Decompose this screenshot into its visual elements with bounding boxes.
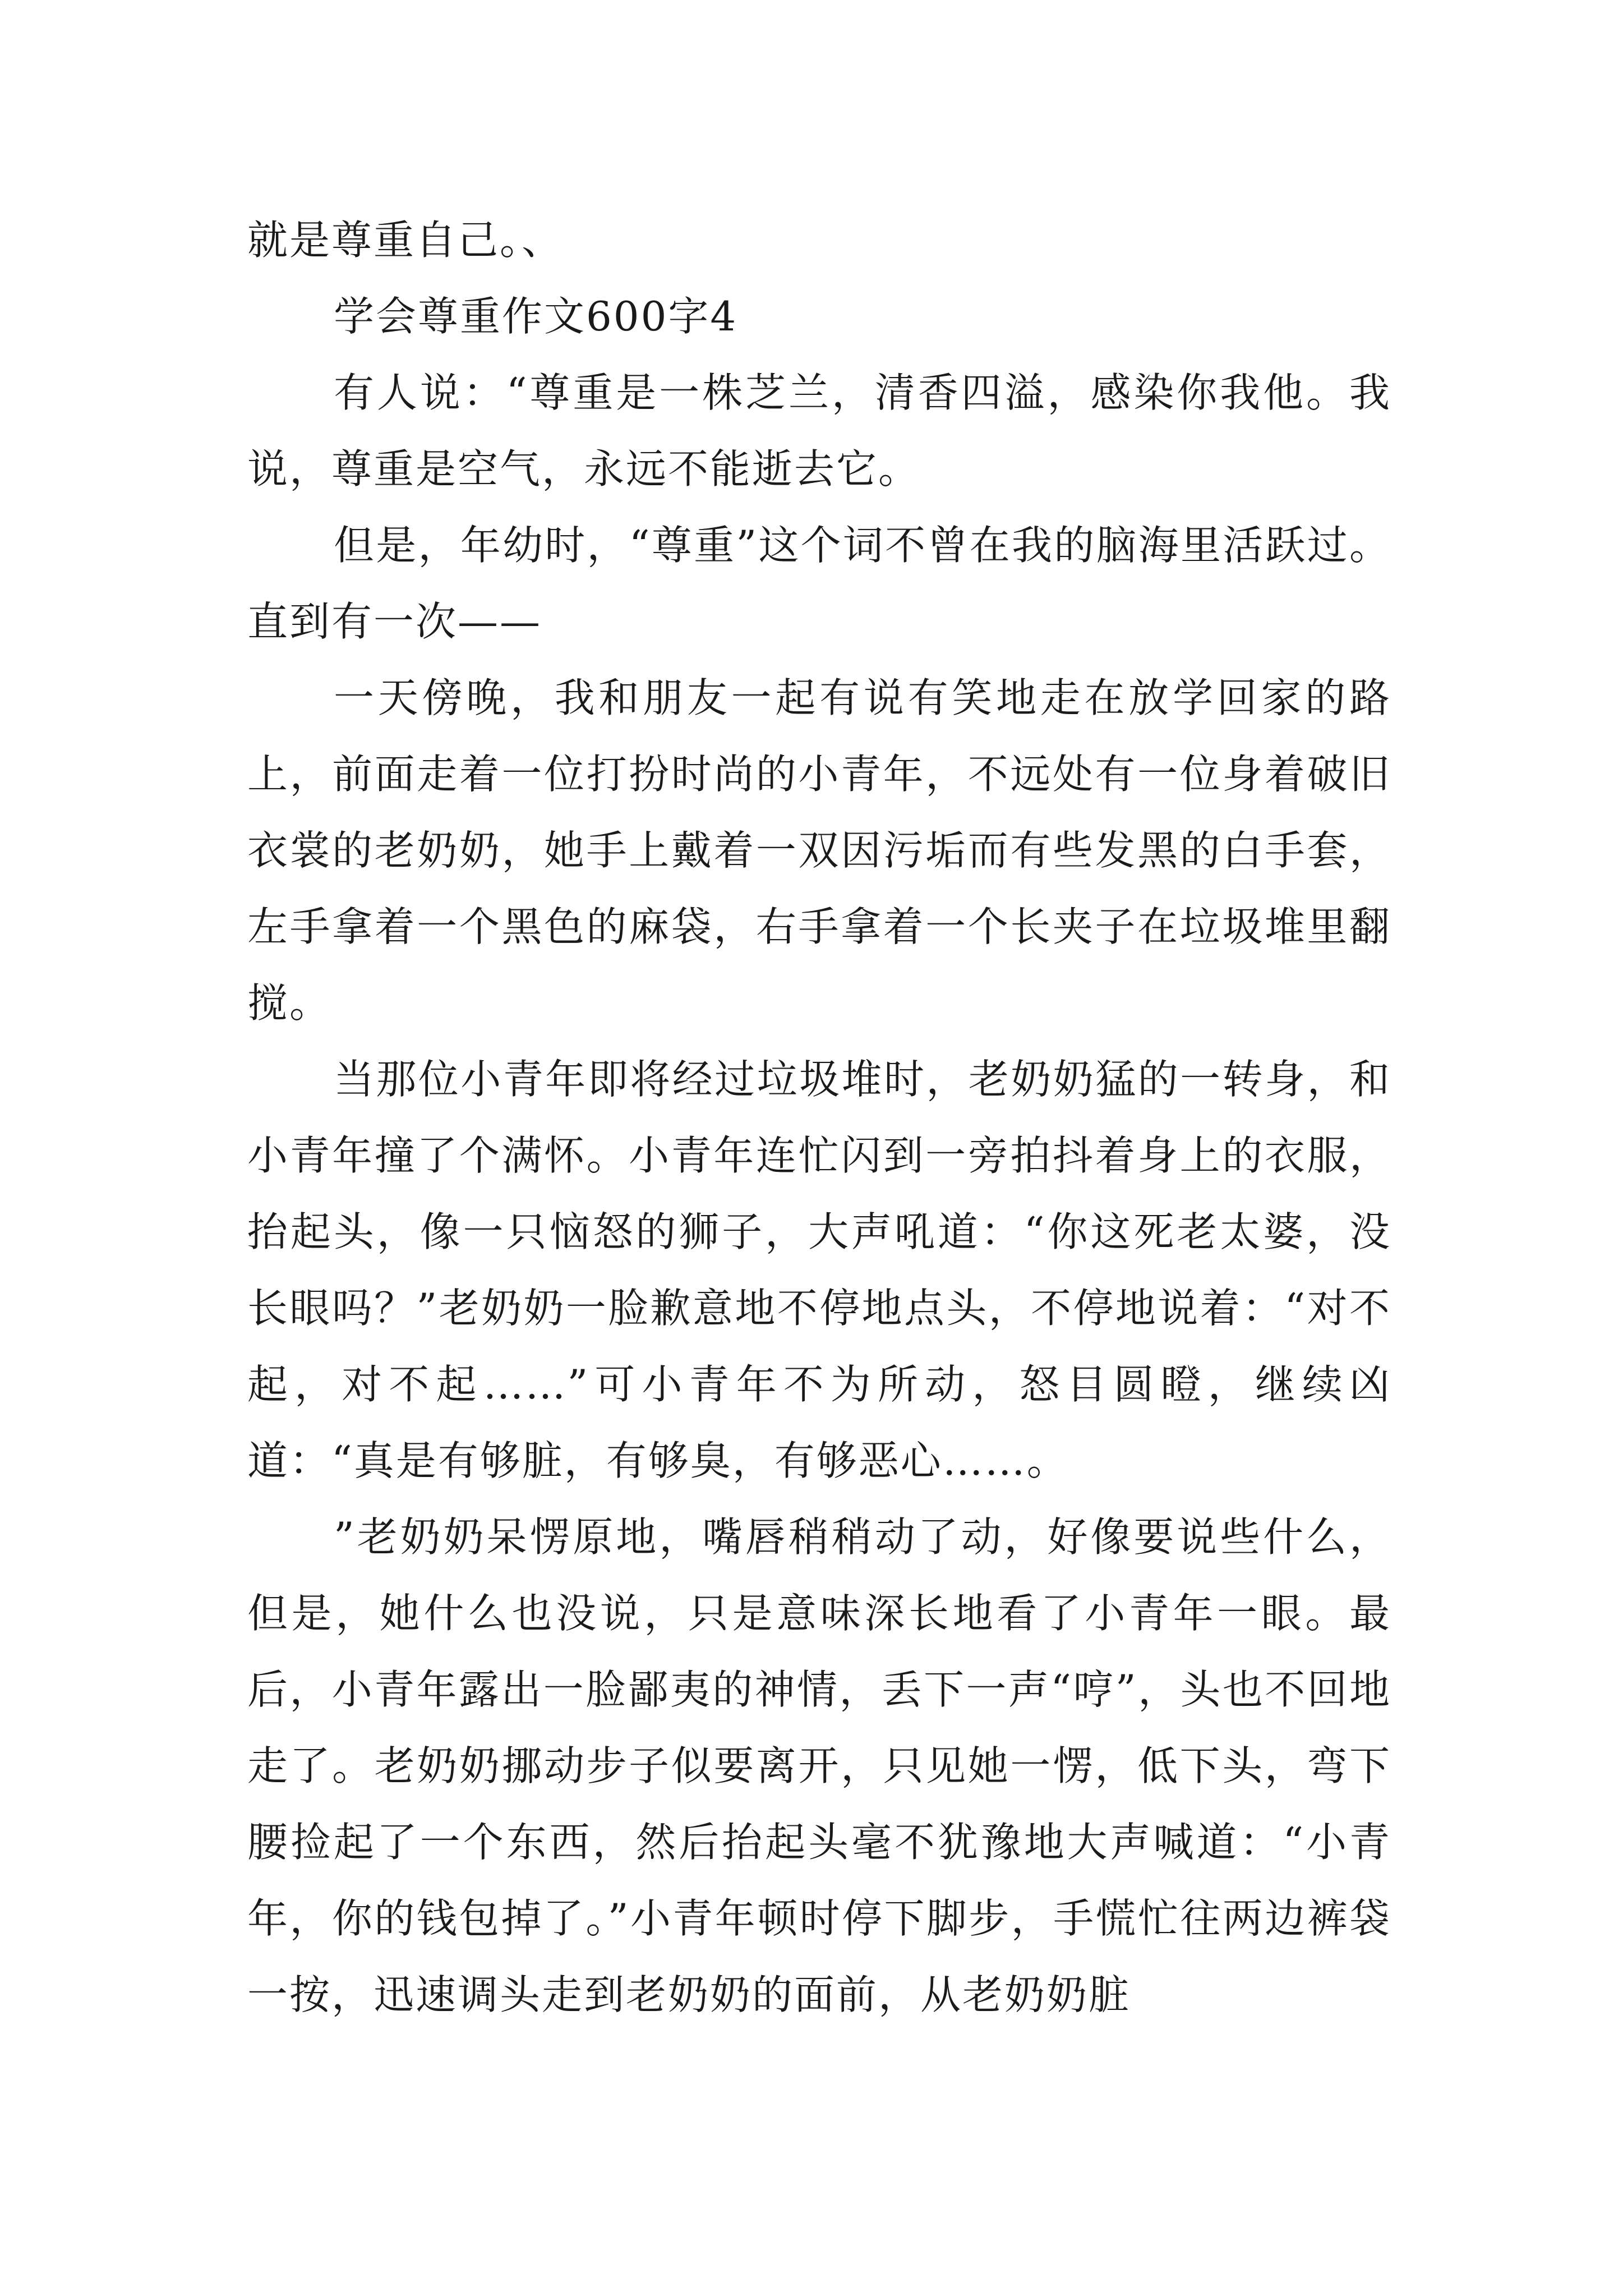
paragraph: 一天傍晚，我和朋友一起有说有笑地走在放学回家的路上，前面走着一位打扮时尚的小青年，不远处有一位身着破旧衣裳的老奶奶，她手上戴着一双因污垢而有些发黑的白手套，左手拿着一个黑色的麻袋，右手拿着一个长夹子在垃圾堆里翻搅。 [247, 674, 1391, 1027]
section-heading: 学会尊重作文600字4 [334, 293, 738, 340]
document-body [247, 202, 1391, 2033]
paragraph: 有人说：“尊重是一株芝兰，清香四溢，感染你我他。我说，尊重是空气，永远不能逝去它。 [247, 369, 1391, 493]
paragraph: 但是，年幼时，“尊重”这个词不曾在我的脑海里活跃过。直到有一次—— [247, 522, 1391, 645]
paragraph-continuation: 就是尊重自己。、 [247, 217, 564, 264]
paragraph: 当那位小青年即将经过垃圾堆时，老奶奶猛的一转身，和小青年撞了个满怀。小青年连忙闪到一旁拍抖着身上的衣服，抬起头，像一只恼怒的狮子，大声吼道：“你这死老太婆，没长眼吗？”老奶奶一脸歉意地不停地点头，不停地说着：“对不起，对不起……”可小青年不为所动，怒目圆瞪，继续凶道：“真是有够脏，有够臭，有够恶心……。 [247, 1056, 1391, 1484]
paragraph: ”老奶奶呆愣原地，嘴唇稍稍动了动，好像要说些什么，但是，她什么也没说，只是意味深长地看了小青年一眼。最后，小青年露出一脸鄙夷的神情，丢下一声“哼”，头也不回地走了。老奶奶挪动步子似要离开，只见她一愣，低下头，弯下腰捡起了一个东西，然后抬起头毫不犹豫地大声喊道：“小青年，你的钱包掉了。”小青年顿时停下脚步，手慌忙往两边裤袋一按，迅速调头走到老奶奶的面前，从老奶奶脏 [247, 1513, 1391, 2018]
